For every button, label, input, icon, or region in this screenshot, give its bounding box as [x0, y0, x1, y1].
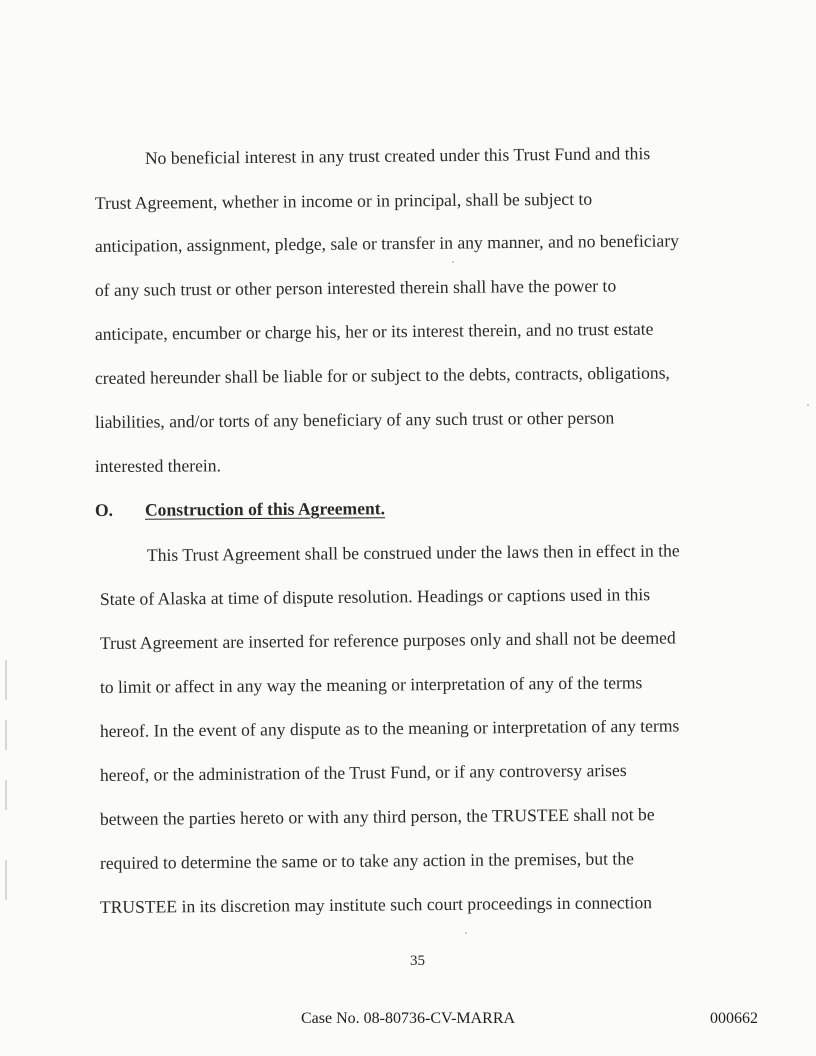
text-line: liabilities, and/or torts of any beneficiary of any such trust or other person	[94, 407, 615, 433]
text-line: Trust Agreement, whether in income or in principal, shall be subject to	[94, 188, 593, 214]
footer-case-number: Case No. 08-80736-CV-MARRA	[301, 1010, 516, 1027]
section-letter: O.	[94, 499, 114, 520]
text-line: No beneficial interest in any trust created under this Trust Fund and this	[144, 143, 651, 169]
scan-artifact	[5, 860, 7, 900]
text-line: anticipation, assignment, pledge, sale or transfer in any manner, and no beneficiary	[94, 230, 680, 257]
scan-artifact	[5, 660, 7, 700]
text-line: created hereunder shall be liable for or subject to the debts, contracts, obligations,	[94, 362, 670, 389]
footer-bates-number: 000662	[710, 1010, 758, 1027]
section-title: Construction of this Agreement.	[144, 498, 386, 520]
scan-artifact	[5, 720, 7, 750]
text-line: of any such trust or other person interested therein shall have the power to	[94, 275, 617, 301]
text-line: between the parties hereto or with any third person, the TRUSTEE shall not be	[99, 804, 655, 830]
text-line: required to determine the same or to take any action in the premises, but the	[99, 848, 634, 874]
text-line: Trust Agreement are inserted for reference purposes only and shall not be deemed	[99, 627, 676, 654]
section-heading	[95, 498, 385, 521]
text-line: State of Alaska at time of dispute resolution. Headings or captions used in this	[99, 584, 651, 610]
text-line: anticipate, encumber or charge his, her or its interest therein, and no trust estate	[94, 318, 654, 345]
text-line: TRUSTEE in its discretion may institute such court proceedings in connection	[99, 892, 653, 918]
scan-artifact	[807, 404, 809, 406]
text-line: to limit or affect in any way the meaning or interpretation of any of the terms	[99, 672, 643, 698]
scan-artifact	[465, 932, 467, 934]
text-line: hereof. In the event of any dispute as to the meaning or interpretation of any terms	[99, 715, 680, 742]
text-line: interested therein.	[94, 455, 222, 476]
text-line: hereof, or the administration of the Trust Fund, or if any controversy arises	[99, 759, 627, 786]
scan-artifact	[5, 780, 7, 810]
scan-artifact	[452, 261, 454, 263]
page-number: 35	[410, 953, 425, 969]
text-line: This Trust Agreement shall be construed under the laws then in effect in the	[146, 540, 680, 566]
